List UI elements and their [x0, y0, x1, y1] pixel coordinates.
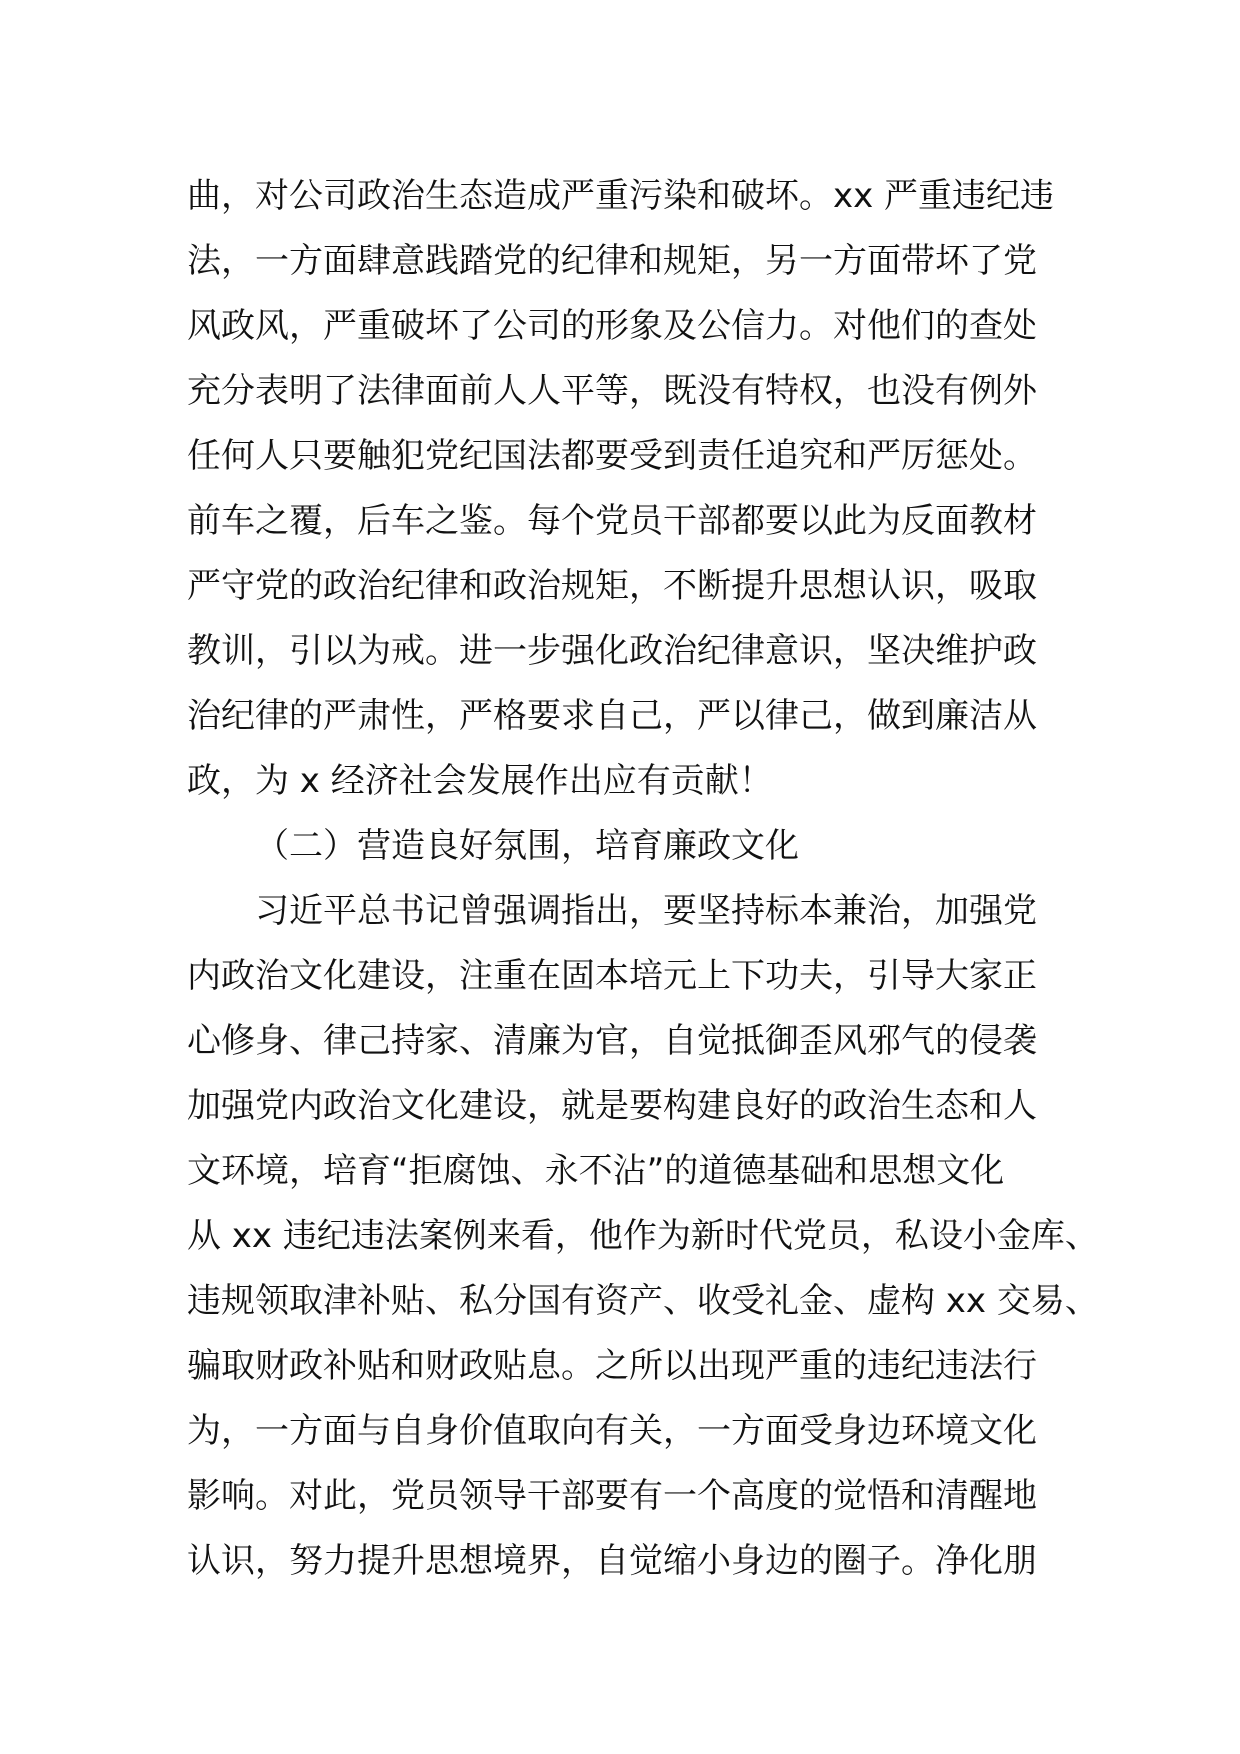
text-line: 内政治文化建设，注重在固本培元上下功夫，引导大家正 — [187, 956, 1037, 996]
text-line: 教训，引以为戒。进一步强化政治纪律意识，坚决维护政 — [187, 631, 1037, 671]
text-line: 充分表明了法律面前人人平等，既没有特权，也没有例外 — [187, 371, 1037, 411]
text-line: 曲，对公司政治生态造成严重污染和破坏。xx 严重违纪违 — [187, 176, 1055, 216]
body-text — [187, 164, 1099, 1594]
text-line: 为，一方面与自身价值取向有关，一方面受身边环境文化 — [187, 1411, 1037, 1451]
section-heading: （二）营造良好氛围，培育廉政文化 — [255, 826, 799, 866]
text-line: 文环境，培育“拒腐蚀、永不沾”的道德基础和思想文化 — [187, 1151, 1005, 1191]
text-line: 风政风，严重破坏了公司的形象及公信力。对他们的查处 — [187, 306, 1037, 346]
text-line: 法，一方面肆意践踏党的纪律和规矩，另一方面带坏了党 — [187, 241, 1037, 281]
text-line: 政，为 x 经济社会发展作出应有贡献！ — [187, 761, 773, 801]
text-line: 治纪律的严肃性，严格要求自己，严以律己，做到廉洁从 — [187, 696, 1037, 736]
text-line: 严守党的政治纪律和政治规矩，不断提升思想认识，吸取 — [187, 566, 1037, 606]
text-line: 前车之覆，后车之鉴。每个党员干部都要以此为反面教材 — [187, 501, 1037, 541]
text-line: 认识，努力提升思想境界，自觉缩小身边的圈子。净化朋 — [187, 1541, 1037, 1581]
text-line: 加强党内政治文化建设，就是要构建良好的政治生态和人 — [187, 1086, 1037, 1126]
text-line: 影响。对此，党员领导干部要有一个高度的觉悟和清醒地 — [187, 1476, 1037, 1516]
paragraph-first-line: 习近平总书记曾强调指出，要坚持标本兼治，加强党 — [255, 891, 1037, 931]
text-line: 心修身、律己持家、清廉为官，自觉抵御歪风邪气的侵袭 — [187, 1021, 1037, 1061]
text-line: 违规领取津补贴、私分国有资产、收受礼金、虚构 xx 交易、 — [187, 1281, 1099, 1321]
text-line: 任何人只要触犯党纪国法都要受到责任追究和严厉惩处。 — [187, 436, 1037, 476]
text-line: 骗取财政补贴和财政贴息。之所以出现严重的违纪违法行 — [187, 1346, 1037, 1386]
text-line: 从 xx 违纪违法案例来看，他作为新时代党员，私设小金库、 — [187, 1216, 1099, 1256]
